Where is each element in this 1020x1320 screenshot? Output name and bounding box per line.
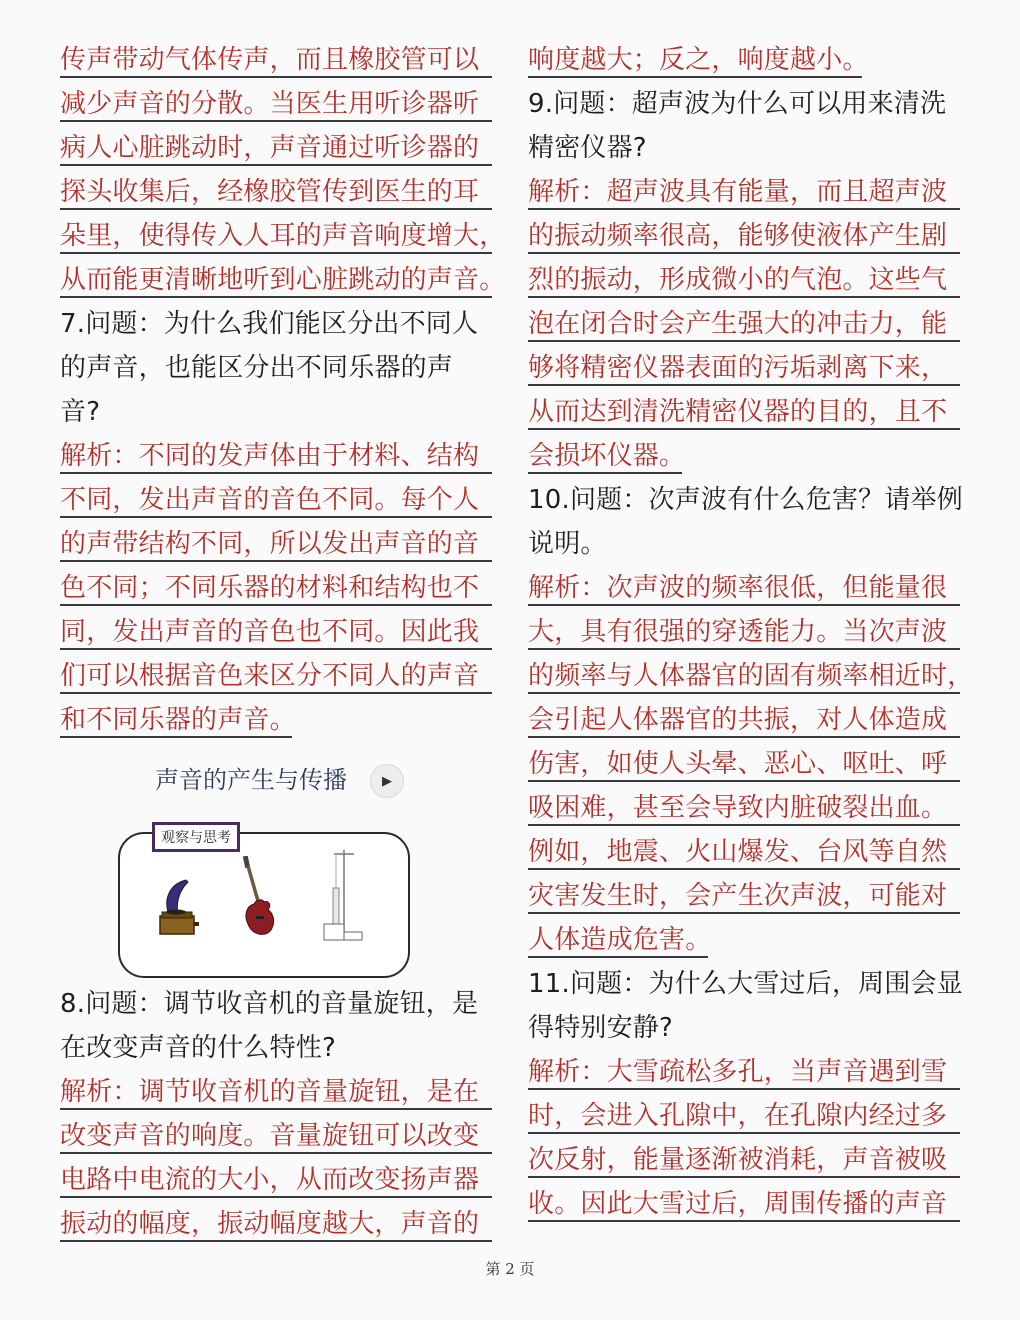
answer-9 (528, 170, 960, 478)
tuning-fork-stand-icon (316, 848, 366, 948)
electric-guitar-icon (238, 856, 278, 940)
answer-line: 从而能更清晰地听到心脏跳动的声音。 (60, 258, 492, 302)
question-line: 音? (60, 397, 101, 427)
answer-line: 们可以根据音色来区分不同人的声音 (60, 654, 492, 698)
question-10 (528, 478, 963, 566)
question-line: 的声音，也能区分出不同乐器的声 (60, 353, 454, 383)
question-line: 说明。 (528, 529, 607, 559)
answer-line: 够将精密仪器表面的污垢剥离下来， (528, 346, 960, 390)
page-number: 第 2 页 (485, 1260, 535, 1278)
answer-line: 解析：超声波具有能量，而且超声波 (528, 170, 960, 214)
answer-line: 收。因此大雪过后，周围传播的声音 (528, 1182, 960, 1226)
answer-line: 同，发出声音的音色也不同。因此我 (60, 610, 492, 654)
question-line: 10.问题：次声波有什么危害？请举例 (528, 485, 963, 515)
figure-frame (118, 832, 410, 978)
answer-line: 探头收集后，经橡胶管传到医生的耳 (60, 170, 492, 214)
answer-line: 解析：次声波的频率很低，但能量很 (528, 566, 960, 610)
answer-line: 泡在闭合时会产生强大的冲击力，能 (528, 302, 960, 346)
left-column (60, 38, 506, 1246)
answer-line: 振动的幅度，振动幅度越大，声音的 (60, 1202, 492, 1246)
phonograph-icon (156, 878, 200, 940)
answer-line: 减少声音的分散。当医生用听诊器听 (60, 82, 492, 126)
answer-line: 时，会进入孔隙中，在孔隙内经过多 (528, 1094, 960, 1138)
answer-line: 朵里，使得传入人耳的声音响度增大， (60, 214, 492, 258)
answer-line: 解析：调节收音机的音量旋钮，是在 (60, 1070, 492, 1114)
figure-title: 声音的产生与传播 (155, 766, 347, 794)
answer-line: 会引起人体器官的共振，对人体造成 (528, 698, 960, 742)
question-11 (528, 962, 963, 1050)
answer-line: 和不同乐器的声音。 (60, 698, 492, 742)
answer-line: 吸困难，甚至会导致内脏破裂出血。 (528, 786, 960, 830)
answer-line: 大，具有很强的穿透能力。当次声波 (528, 610, 960, 654)
answer-line: 传声带动气体传声，而且橡胶管可以 (60, 38, 492, 82)
answer-line: 不同，发出声音的音色不同。每个人 (60, 478, 492, 522)
sound-figure (60, 742, 492, 982)
answer-line: 伤害，如使人头晕、恶心、呕吐、呼 (528, 742, 960, 786)
question-line: 9.问题：超声波为什么可以用来清洗 (528, 89, 947, 119)
question-7 (60, 302, 492, 434)
answer-line: 会损坏仪器。 (528, 434, 960, 478)
right-column (528, 38, 974, 1226)
answer-10 (528, 566, 974, 962)
answer-line: 色不同；不同乐器的材料和结构也不 (60, 566, 492, 610)
question-line: 得特别安静? (528, 1013, 673, 1043)
answer-line: 烈的振动，形成微小的气泡。这些气 (528, 258, 960, 302)
answer-line: 响度越大；反之，响度越小。 (528, 38, 960, 82)
answer-line: 的频率与人体器官的固有频率相近时， (528, 654, 960, 698)
answer-line: 次反射，能量逐渐被消耗，声音被吸 (528, 1138, 960, 1182)
question-line: 精密仪器? (528, 133, 647, 163)
question-9 (528, 82, 960, 170)
question-8 (60, 982, 492, 1070)
answer-line: 从而达到清洗精密仪器的目的，且不 (528, 390, 960, 434)
answer-line: 人体造成危害。 (528, 918, 960, 962)
answer-line: 的声带结构不同，所以发出声音的音 (60, 522, 492, 566)
answer-line: 例如，地震、火山爆发、台风等自然 (528, 830, 960, 874)
answer-line: 病人心脏跳动时，声音通过听诊器的 (60, 126, 492, 170)
answer-8 (60, 1070, 492, 1246)
answer-line: 电路中电流的大小，从而改变扬声器 (60, 1158, 492, 1202)
answer-line: 改变声音的响度。音量旋钮可以改变 (60, 1114, 492, 1158)
answer-line: 的振动频率很高，能够使液体产生剧 (528, 214, 960, 258)
question-line: 11.问题：为什么大雪过后，周围会显 (528, 969, 963, 999)
question-line: 在改变声音的什么特性? (60, 1033, 337, 1063)
figure-tag: 观察与思考 (152, 822, 240, 852)
answer-7 (60, 434, 492, 742)
answer-line: 解析：不同的发声体由于材料、结构 (60, 434, 492, 478)
play-icon: ▶ (382, 773, 392, 789)
play-button[interactable] (370, 764, 404, 798)
answer-11 (528, 1050, 960, 1226)
question-line: 8.问题：调节收音机的音量旋钮，是 (60, 989, 479, 1019)
question-line: 7.问题：为什么我们能区分出不同人 (60, 309, 479, 339)
answer-line: 灾害发生时，会产生次声波，可能对 (528, 874, 960, 918)
answer-line: 解析：大雪疏松多孔，当声音遇到雪 (528, 1050, 960, 1094)
